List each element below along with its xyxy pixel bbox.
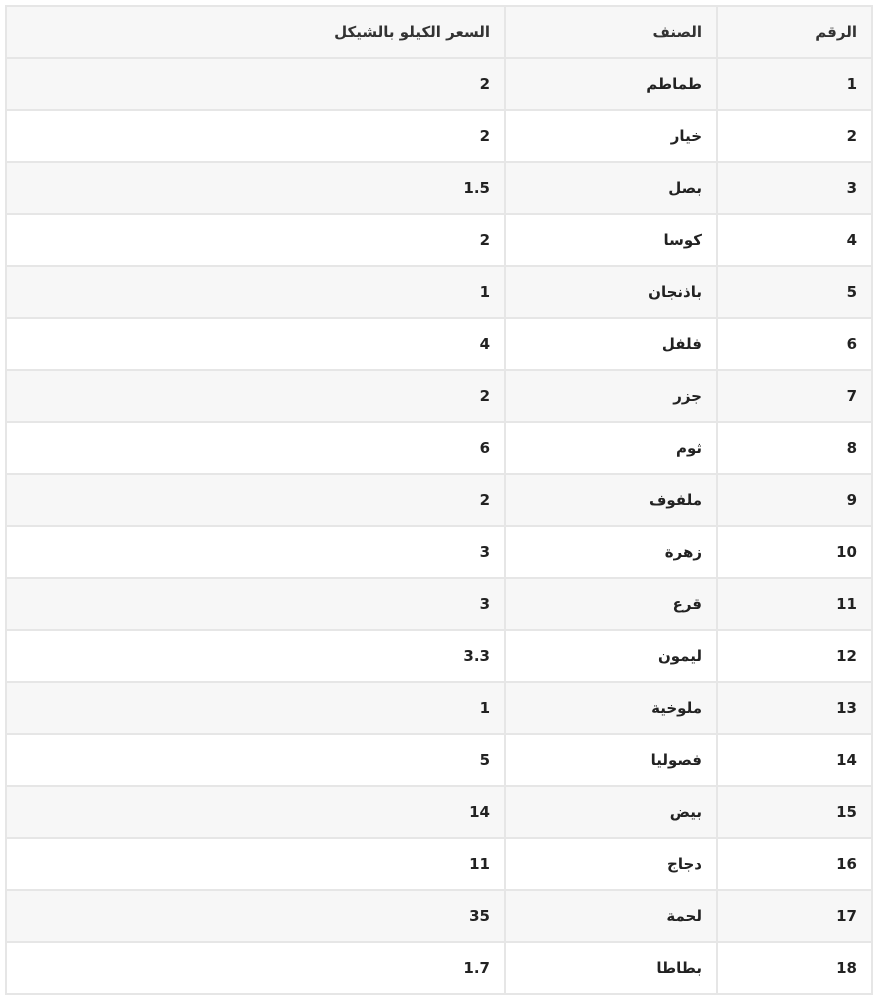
cell-item: كوسا <box>505 214 717 266</box>
cell-item: قرع <box>505 578 717 630</box>
cell-price: 6 <box>6 422 505 474</box>
cell-item: بطاطا <box>505 942 717 994</box>
cell-number: 17 <box>717 890 872 942</box>
cell-number: 10 <box>717 526 872 578</box>
cell-price: 2 <box>6 214 505 266</box>
cell-number: 13 <box>717 682 872 734</box>
cell-number: 16 <box>717 838 872 890</box>
table-row <box>6 838 872 890</box>
table-row <box>6 890 872 942</box>
table-row <box>6 526 872 578</box>
cell-item: دجاج <box>505 838 717 890</box>
table-row <box>6 942 872 994</box>
table-row <box>6 630 872 682</box>
cell-number: 5 <box>717 266 872 318</box>
cell-item: بصل <box>505 162 717 214</box>
cell-item: باذنجان <box>505 266 717 318</box>
cell-price: 5 <box>6 734 505 786</box>
table-header <box>6 6 872 58</box>
cell-price: 2 <box>6 370 505 422</box>
table-row <box>6 110 872 162</box>
cell-item: فلفل <box>505 318 717 370</box>
cell-price: 3.3 <box>6 630 505 682</box>
cell-number: 1 <box>717 58 872 110</box>
cell-item: زهرة <box>505 526 717 578</box>
header-item: الصنف <box>505 6 717 58</box>
table-row <box>6 214 872 266</box>
cell-price: 11 <box>6 838 505 890</box>
cell-number: 11 <box>717 578 872 630</box>
cell-price: 3 <box>6 578 505 630</box>
header-row <box>6 6 872 58</box>
cell-item: فصوليا <box>505 734 717 786</box>
cell-number: 2 <box>717 110 872 162</box>
cell-item: لحمة <box>505 890 717 942</box>
header-price: السعر الكيلو بالشيكل <box>6 6 505 58</box>
table-row <box>6 474 872 526</box>
cell-price: 35 <box>6 890 505 942</box>
table-body <box>6 58 872 994</box>
table-row <box>6 318 872 370</box>
cell-price: 3 <box>6 526 505 578</box>
cell-number: 7 <box>717 370 872 422</box>
cell-item: جزر <box>505 370 717 422</box>
price-table <box>5 5 873 995</box>
cell-number: 14 <box>717 734 872 786</box>
cell-price: 1.7 <box>6 942 505 994</box>
cell-price: 1 <box>6 266 505 318</box>
cell-price: 14 <box>6 786 505 838</box>
cell-number: 18 <box>717 942 872 994</box>
cell-number: 15 <box>717 786 872 838</box>
cell-item: طماطم <box>505 58 717 110</box>
cell-item: خيار <box>505 110 717 162</box>
cell-number: 12 <box>717 630 872 682</box>
table-row <box>6 578 872 630</box>
table-row <box>6 266 872 318</box>
table-row <box>6 58 872 110</box>
cell-price: 1.5 <box>6 162 505 214</box>
cell-number: 6 <box>717 318 872 370</box>
cell-price: 4 <box>6 318 505 370</box>
table-row <box>6 422 872 474</box>
table-row <box>6 786 872 838</box>
cell-price: 1 <box>6 682 505 734</box>
table-row <box>6 734 872 786</box>
table-row <box>6 682 872 734</box>
table-row <box>6 162 872 214</box>
cell-item: ملفوف <box>505 474 717 526</box>
cell-number: 8 <box>717 422 872 474</box>
price-table-container <box>5 5 871 995</box>
cell-number: 4 <box>717 214 872 266</box>
cell-item: ثوم <box>505 422 717 474</box>
cell-item: بيض <box>505 786 717 838</box>
cell-number: 3 <box>717 162 872 214</box>
cell-price: 2 <box>6 110 505 162</box>
cell-number: 9 <box>717 474 872 526</box>
table-row <box>6 370 872 422</box>
cell-item: ملوخية <box>505 682 717 734</box>
header-number: الرقم <box>717 6 872 58</box>
cell-price: 2 <box>6 474 505 526</box>
cell-item: ليمون <box>505 630 717 682</box>
cell-price: 2 <box>6 58 505 110</box>
